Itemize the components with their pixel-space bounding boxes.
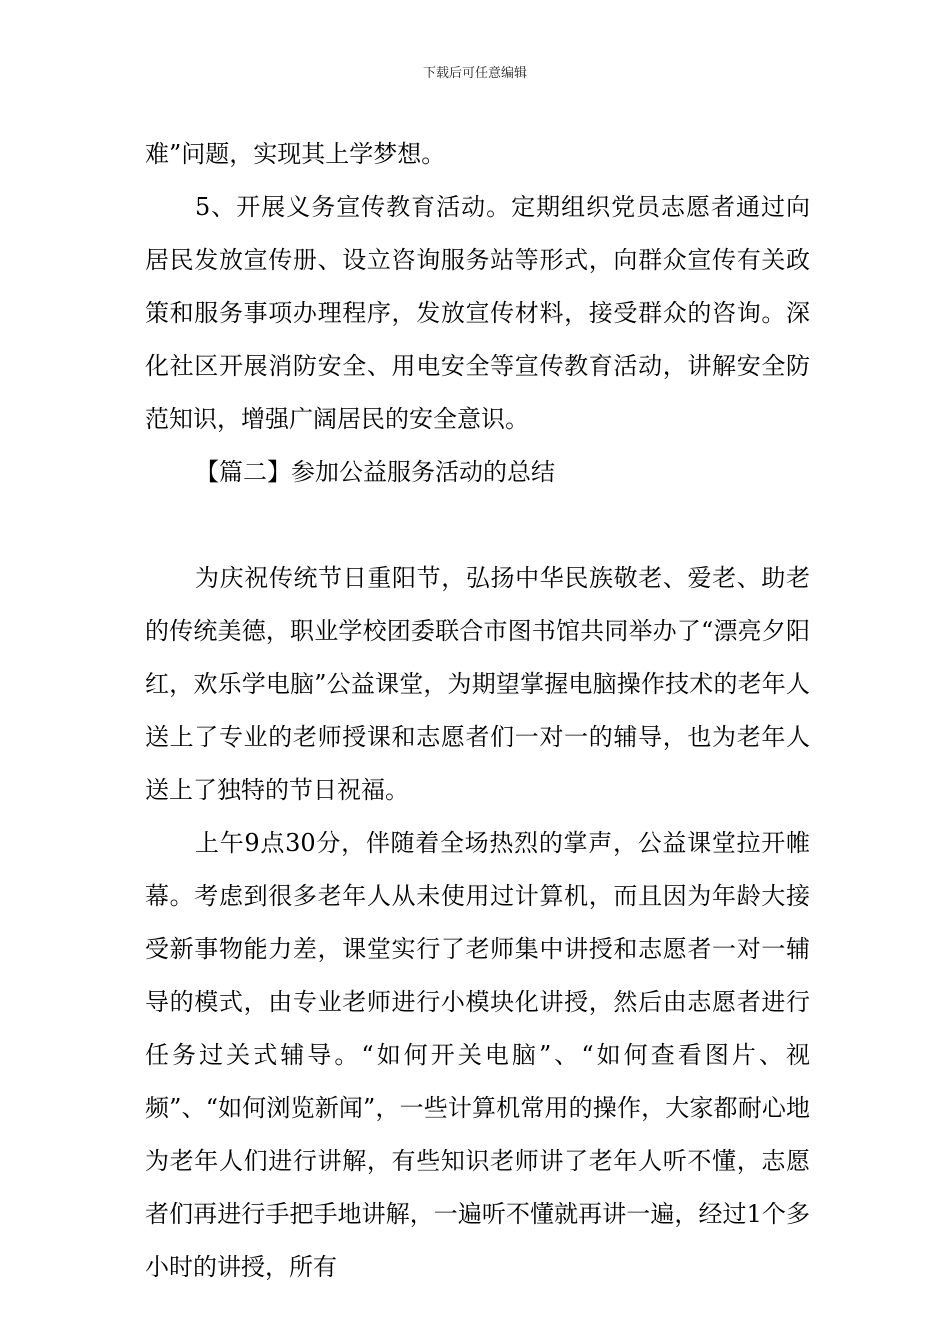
paragraph-item-5: 5、开展义务宣传教育活动。定期组织党员志愿者通过向居民发放宣传册、设立咨询服务站等形式，向群众宣传有关政策和服务事项办理程序，发放宣传材料，接受群众的咨询。深化社区开展消防安全、用电安全等宣传教育活动，讲解安全防范知识，增强广阔居民的安全意识。	[145, 193, 810, 433]
section-title: 【篇二】参加公益服务活动的总结	[195, 458, 555, 486]
paragraph-continuation: 难”问题，实现其上学梦想。	[145, 140, 446, 168]
paragraph-class-details: 上午9点30分，伴随着全场热烈的掌声，公益课堂拉开帷幕。考虑到很多老年人从未使用过计算机，而且因为年龄大接受新事物能力差，课堂实行了老师集中讲授和志愿者一对一辅导的模式，由专业老师进行小模块化讲授，然后由志愿者进行任务过关式辅导。“如何开关电脑”、“如何查看图片、视频”、“如何浏览新闻”，一些计算机常用的操作，大家都耐心地为老年人们进行讲解，有些知识老师讲了老年人听不懂，志愿者们再进行手把手地讲解，一遍听不懂就再讲一遍，经过1个多小时的讲授，所有	[145, 829, 810, 1281]
section-spacer	[145, 499, 810, 552]
page-header-note: 下载后可任意编辑	[422, 66, 527, 81]
paragraph-intro: 为庆祝传统节日重阳节，弘扬中华民族敬老、爱老、助老的传统美德，职业学校团委联合市图书馆共同举办了“漂亮夕阳红，欢乐学电脑”公益课堂，为期望掌握电脑操作技术的老年人送上了专业的老师授课和志愿者们一对一的辅导，也为老年人送上了独特的节日祝福。	[145, 564, 810, 804]
document-body	[145, 128, 810, 1294]
